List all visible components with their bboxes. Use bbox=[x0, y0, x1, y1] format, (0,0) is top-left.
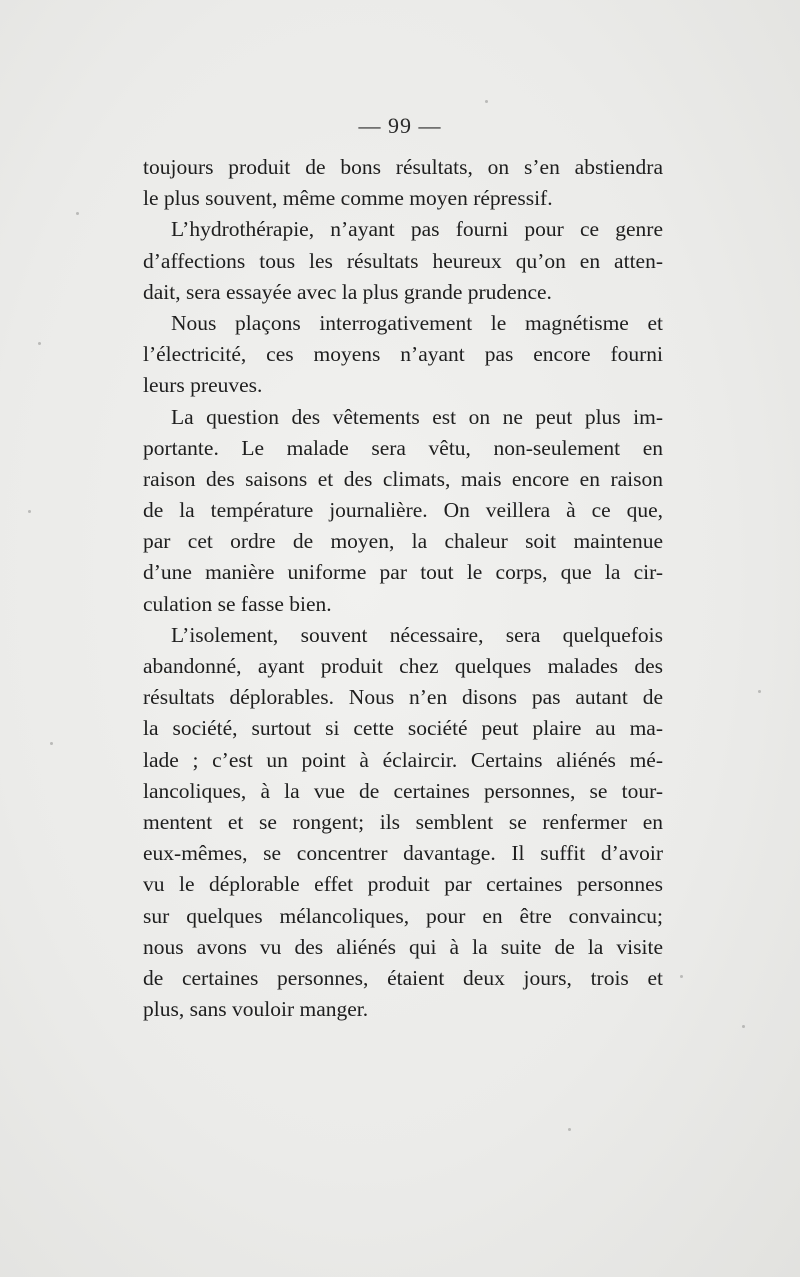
paper-speck bbox=[76, 212, 79, 215]
paper-speck bbox=[28, 510, 31, 513]
paper-speck bbox=[758, 690, 761, 693]
text-line: eux-mêmes, se concentrer davantage. Il suffit d’avoir bbox=[143, 841, 663, 866]
text-line: mentent et se rongent; ils semblent se renfermer en bbox=[143, 809, 663, 834]
text-line: abandonné, ayant produit chez quelques malades des bbox=[143, 654, 663, 678]
text-line: le plus souvent, même comme moyen répressif. bbox=[143, 186, 553, 211]
text-line: nous avons vu des aliénés qui à la suite de la visite bbox=[143, 934, 663, 959]
text-line: L’hydrothérapie, n’ayant pas fourni pour ce genre bbox=[171, 217, 663, 242]
text-line: L’isolement, souvent nécessaire, sera quelquefois bbox=[171, 622, 663, 647]
page-number: — 99 — bbox=[358, 113, 442, 138]
text-line: lade ; c’est un point à éclaircir. Certains aliénés mé- bbox=[143, 747, 663, 772]
body-text bbox=[143, 152, 663, 1025]
text-line: par cet ordre de moyen, la chaleur soit maintenue bbox=[143, 529, 663, 554]
text-line: portante. Le malade sera vêtu, non-seulement en bbox=[143, 435, 663, 460]
text-line: leurs preuves. bbox=[143, 373, 263, 398]
text-line: dait, sera essayée avec la plus grande prudence. bbox=[143, 279, 552, 304]
text-line: résultats déplorables. Nous n’en disons pas autant de bbox=[143, 685, 663, 710]
text-line: d’une manière uniforme par tout le corps, que la cir- bbox=[143, 560, 663, 585]
text-line: sur quelques mélancoliques, pour en être convaincu; bbox=[143, 903, 663, 928]
paper-speck bbox=[680, 975, 683, 978]
text-line: La question des vêtements est on ne peut plus im- bbox=[171, 404, 663, 429]
text-line: plus, sans vouloir manger. bbox=[143, 997, 369, 1022]
text-line: d’affections tous les résultats heureux qu’on en atten- bbox=[143, 248, 663, 273]
paper-speck bbox=[38, 342, 41, 345]
text-line: toujours produit de bons résultats, on s’en abstiendra bbox=[143, 155, 663, 179]
text-line: culation se fasse bien. bbox=[143, 591, 332, 616]
text-line: lancoliques, à la vue de certaines personnes, se tour- bbox=[143, 778, 663, 803]
text-line: de la température journalière. On veillera à ce que, bbox=[143, 498, 663, 523]
text-line: Nous plaçons interrogativement le magnétisme et bbox=[171, 310, 663, 335]
text-line: la société, surtout si cette société peut plaire au ma- bbox=[143, 716, 663, 741]
paper-speck bbox=[742, 1025, 745, 1028]
paper-speck bbox=[568, 1128, 571, 1131]
paper-speck bbox=[50, 742, 53, 745]
text-line: de certaines personnes, étaient deux jours, trois et bbox=[143, 965, 663, 990]
text-line: l’électricité, ces moyens n’ayant pas encore fourni bbox=[143, 342, 663, 367]
paper-speck bbox=[485, 100, 488, 103]
text-line: raison des saisons et des climats, mais encore en raison bbox=[143, 466, 663, 491]
text-line: vu le déplorable effet produit par certaines personnes bbox=[143, 872, 663, 897]
